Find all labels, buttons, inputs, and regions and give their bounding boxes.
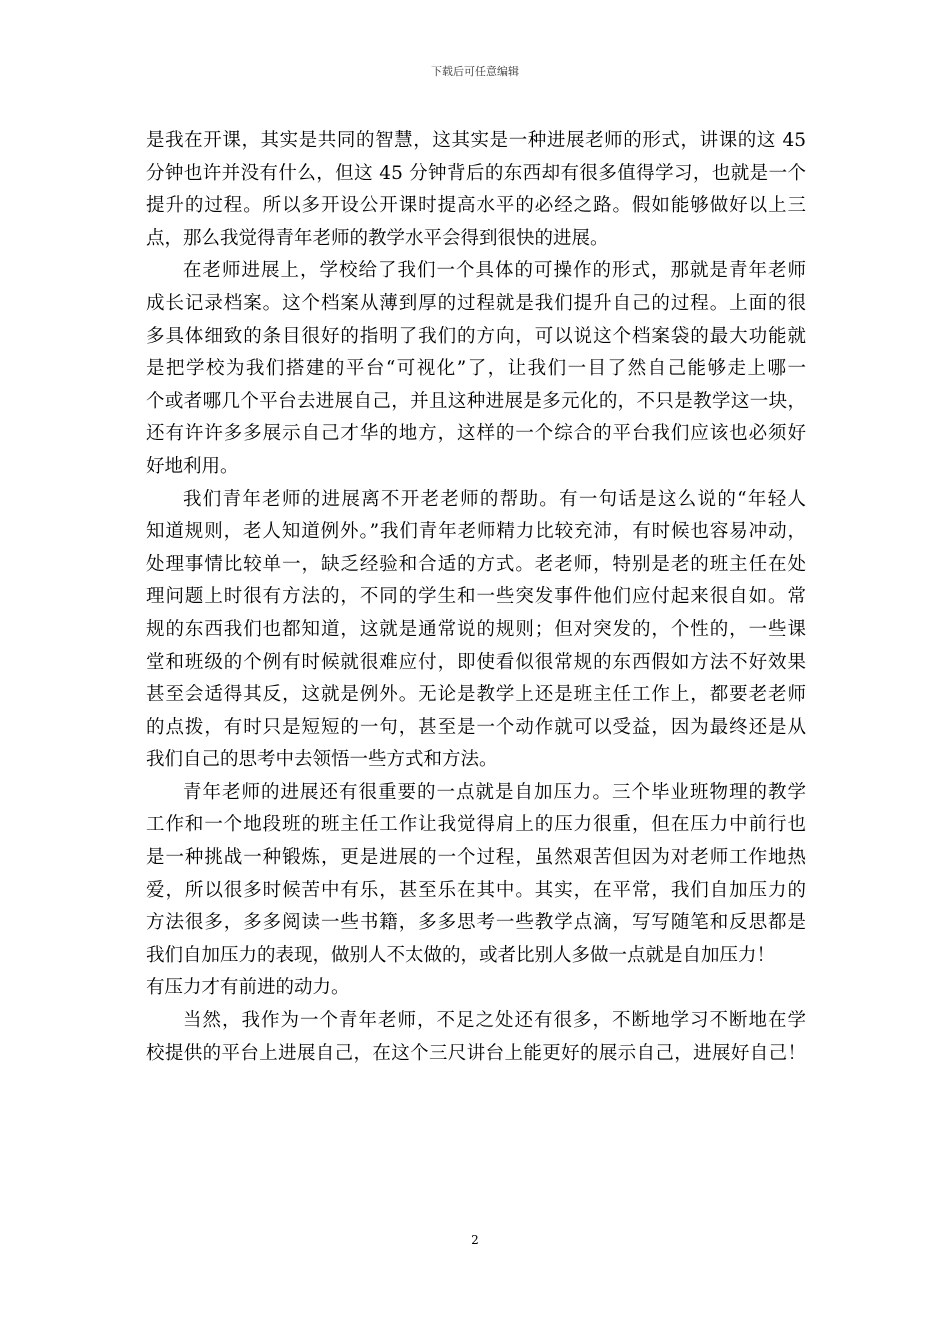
text-line: 规的东西我们也都知道，这就是通常说的规则；但对突发的，个性的，一些课	[146, 618, 806, 640]
text-line: 个或者哪几个平台去进展自己，并且这种进展是多元化的，不只是教学这一块，	[146, 390, 806, 412]
text-line: 理问题上时很有方法的，不同的学生和一些突发事件他们应付起来很自如。常	[146, 586, 806, 608]
text-line: 还有许许多多展示自己才华的地方，这样的一个综合的平台我们应该也必须好	[146, 423, 806, 445]
text-line: 有压力才有前进的动力。	[146, 977, 350, 999]
paragraph-first-line: 在老师进展上，学校给了我们一个具体的可操作的形式，那就是青年老师	[183, 260, 806, 282]
page-number: 2	[471, 1233, 479, 1247]
text-line: 点，那么我觉得青年老师的教学水平会得到很快的进展。	[146, 227, 609, 249]
text-line: 知道规则，老人知道例外。”我们青年老师精力比较充沛，有时候也容易冲动，	[146, 521, 806, 543]
text-line: 爱，所以很多时候苦中有乐，甚至乐在其中。其实，在平常，我们自加压力的	[146, 879, 806, 901]
paragraph-first-line: 我们青年老师的进展离不开老老师的帮助。有一句话是这么说的“年轻人	[183, 488, 806, 510]
paragraph-first-line: 青年老师的进展还有很重要的一点就是自加压力。三个毕业班物理的教学	[183, 781, 806, 803]
text-line: 是我在开课，其实是共同的智慧，这其实是一种进展老师的形式，讲课的这 45	[146, 130, 806, 151]
text-line: 分钟也许并没有什么，但这 45 分钟背后的东西却有很多值得学习，也就是一个	[146, 162, 806, 184]
text-line: 好地利用。	[146, 455, 239, 477]
text-line: 成长记录档案。这个档案从薄到厚的过程就是我们提升自己的过程。上面的很	[146, 292, 806, 314]
text-line: 提升的过程。所以多开设公开课时提高水平的必经之路。假如能够做好以上三	[146, 195, 806, 217]
text-line: 校提供的平台上进展自己，在这个三尺讲台上能更好的展示自己，进展好自己！	[146, 1042, 806, 1064]
text-line: 是一种挑战一种锻炼，更是进展的一个过程，虽然艰苦但因为对老师工作地热	[146, 847, 806, 869]
body-text	[146, 125, 806, 1070]
paragraph-first-line: 当然，我作为一个青年老师，不足之处还有很多，不断地学习不断地在学	[183, 1010, 806, 1032]
text-line: 我们自己的思考中去领悟一些方式和方法。	[146, 749, 498, 771]
text-line: 多具体细致的条目很好的指明了我们的方向，可以说这个档案袋的最大功能就	[146, 325, 806, 347]
text-line: 方法很多，多多阅读一些书籍，多多思考一些教学点滴，写写随笔和反思都是	[146, 912, 806, 934]
text-line: 的点拨，有时只是短短的一句，甚至是一个动作就可以受益，因为最终还是从	[146, 716, 806, 738]
text-line: 处理事情比较单一，缺乏经验和合适的方式。老老师，特别是老的班主任在处	[146, 553, 806, 575]
text-line: 甚至会适得其反，这就是例外。无论是教学上还是班主任工作上，都要老老师	[146, 684, 806, 706]
text-line: 我们自加压力的表现，做别人不太做的，或者比别人多做一点就是自加压力！	[146, 944, 776, 966]
text-line: 工作和一个地段班的班主任工作让我觉得肩上的压力很重，但在压力中前行也	[146, 814, 806, 836]
text-line: 是把学校为我们搭建的平台“可视化”了，让我们一目了然自己能够走上哪一	[146, 358, 806, 380]
text-line: 堂和班级的个例有时候就很难应付，即使看似很常规的东西假如方法不好效果	[146, 651, 806, 673]
page-header: 下载后可任意编辑	[431, 65, 519, 78]
